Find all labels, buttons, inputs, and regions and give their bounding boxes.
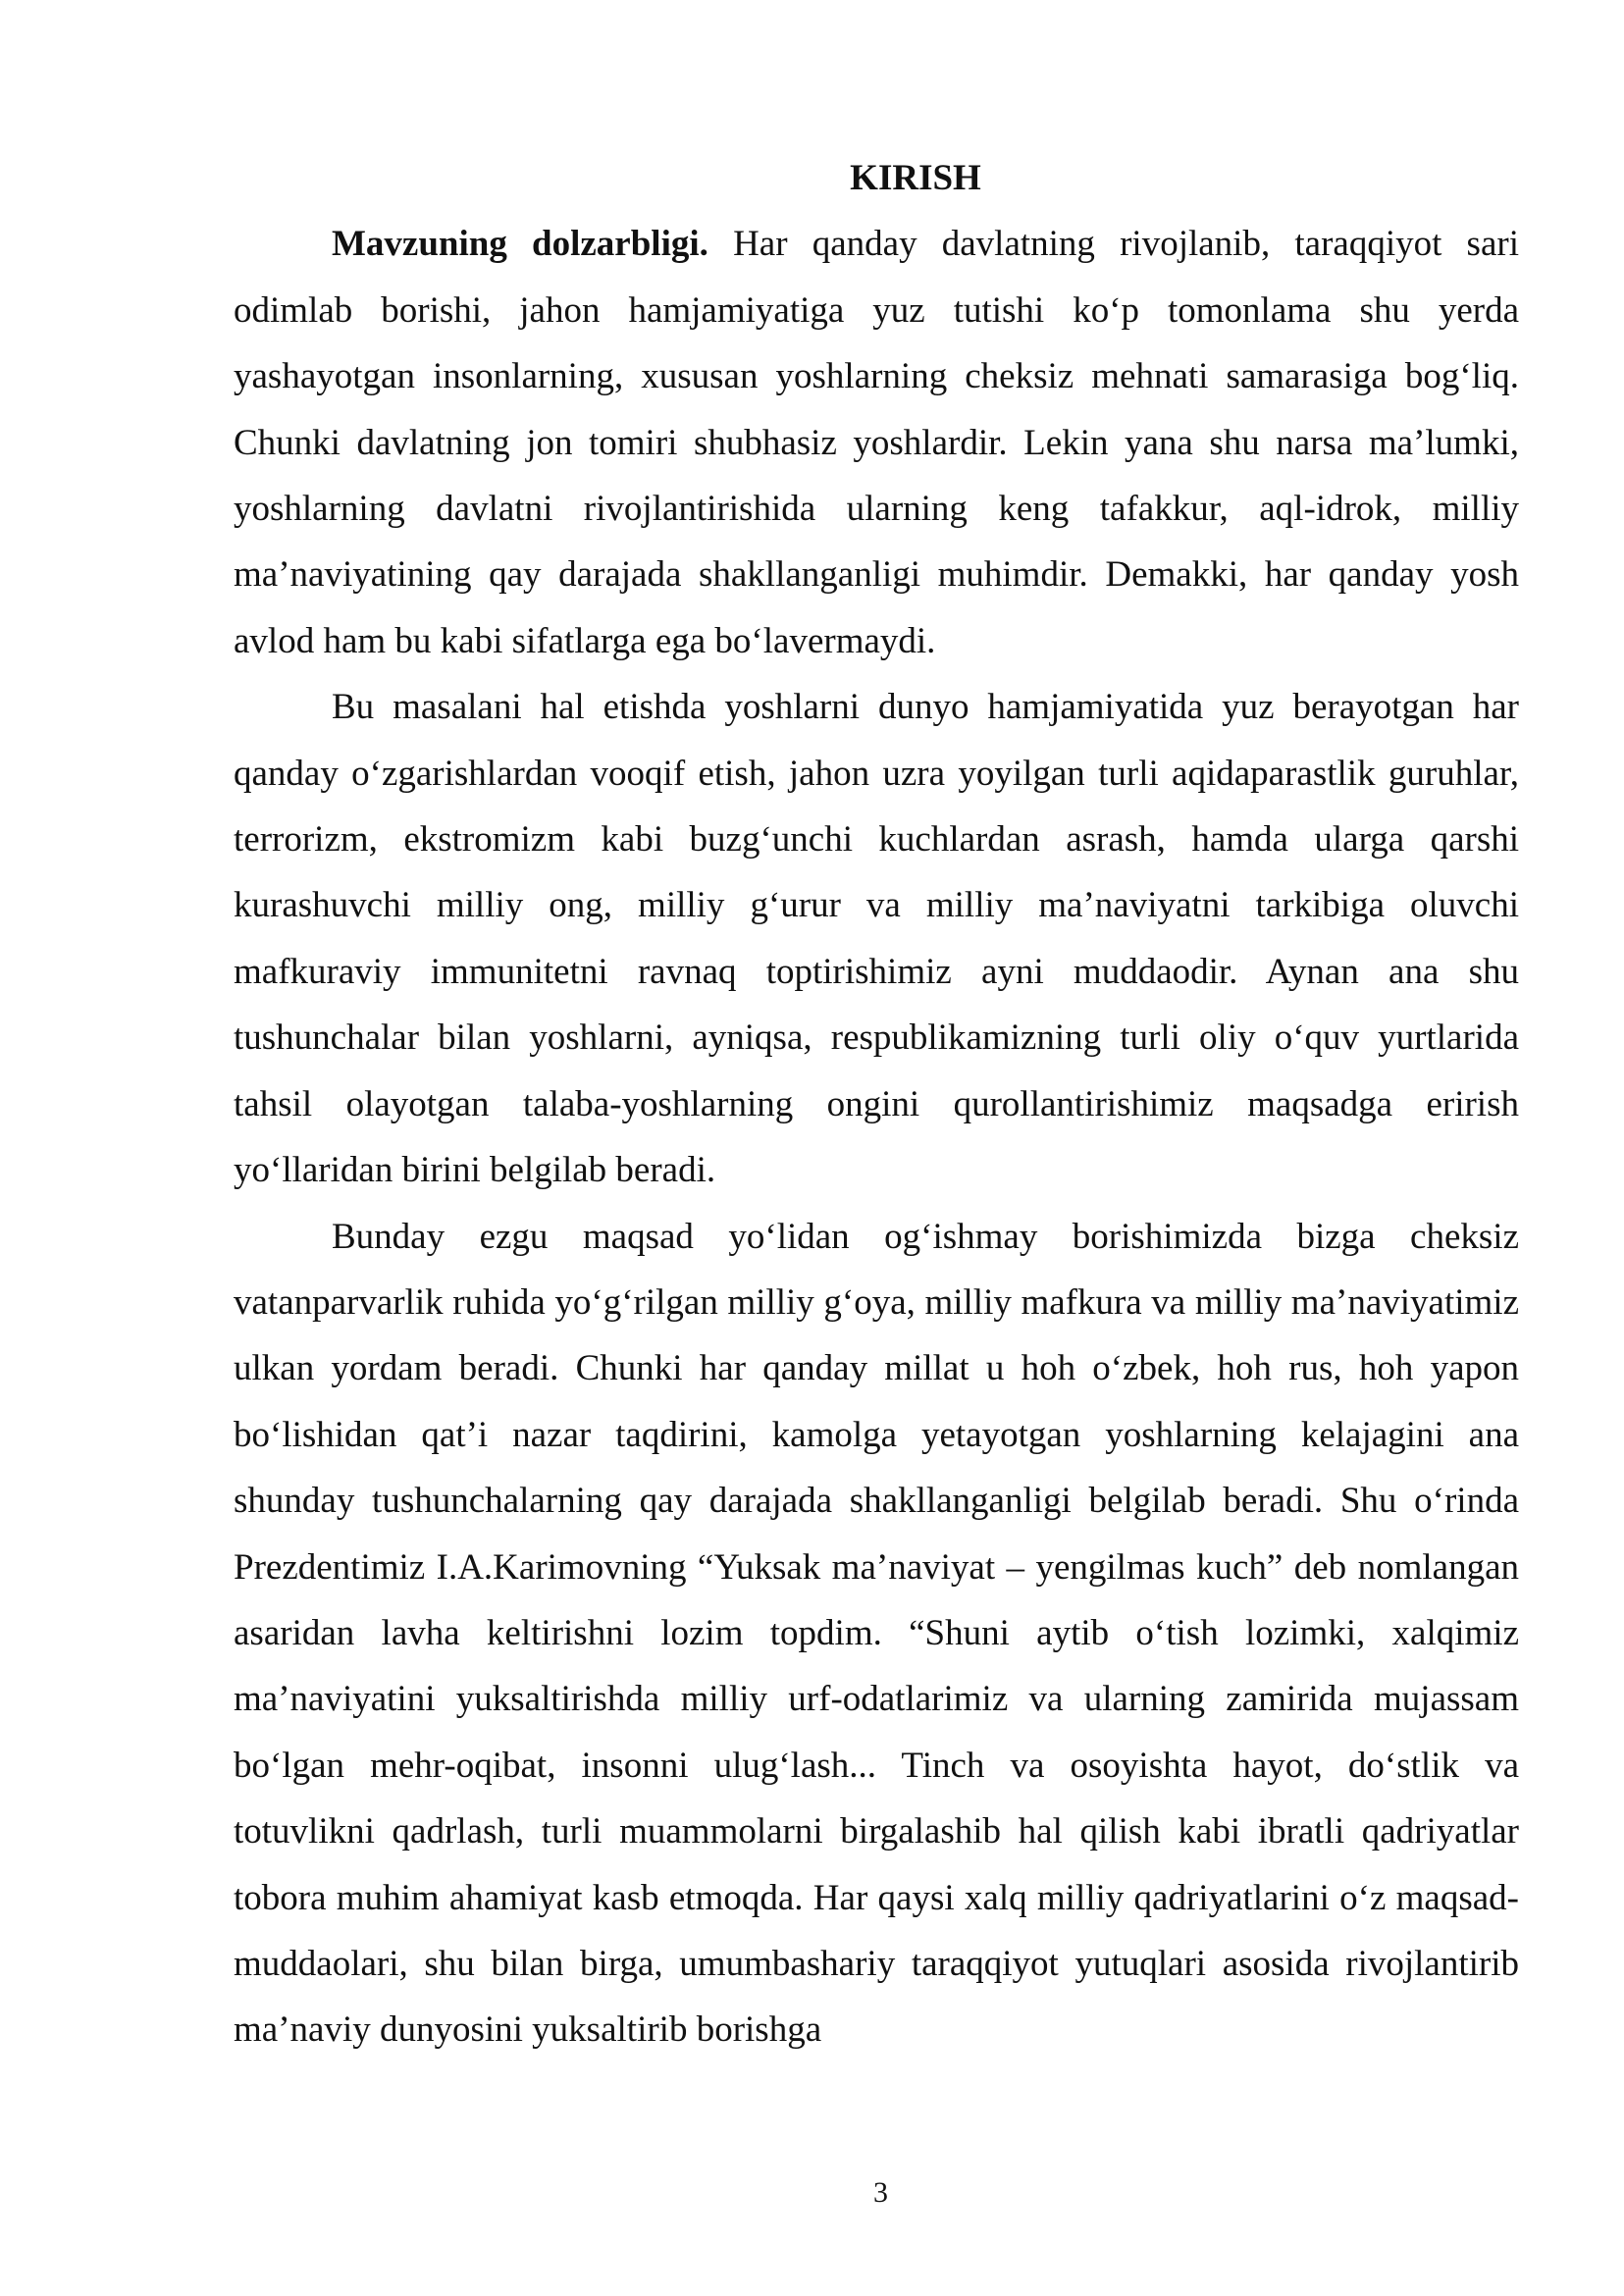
paragraph-text: Bunday ezgu maqsad yo‘lidan og‘ishmay borishimizda bizga cheksiz vatanparvarlik ruhida yo‘g‘rilgan milliy g‘oya, milliy mafkura va milliy ma’naviyatimiz ulkan yordam beradi. Chunki har qanday millat u hoh o‘zbek, hoh rus, hoh yapon bo‘lishidan qat’i nazar taqdirini, kamolga yetayotgan yoshlarning kelajagini ana shunday tushunchalarning qay darajada shakllanganligi belgilab beradi. Shu o‘rinda Prezdentimiz I.A.Karimovning “Yuksak ma’naviyat – yengilmas kuch” deb nomlangan asaridan lavha keltirishni lozim topdim. “Shuni aytib o‘tish lozimki, xalqimiz ma’naviyatini yuksaltirishda milliy urf-odatlarimiz va ularning zamirida mujassam bo‘lgan mehr-oqibat, insonni ulug‘lash... Tinch va osoyishta hayot, do‘stlik va totuvlikni qadrlash, turli muammolarni birgalashib hal qilish kabi ibratli qadriyatlar tobora muhim ahamiyat kasb etmoqda. Har qaysi xalq milliy qadriyatlarini o‘z maqsad-muddaolari, shu bilan birga, umumbashariy taraqqiyot yutuqlari asosida rivojlantirib ma’naviy dunyosini yuksaltirib borishga [234,1216,1519,2051]
page-body [234,145,1519,2063]
paragraph-lead: Mavzuning dolzarbligi. [332,224,708,265]
paragraph-3 [234,1204,1519,2063]
paragraph-text: Har qanday davlatning rivojlanib, taraqqiyot sari odimlab borishi, jahon hamjamiyatiga yuz tutishi ko‘p tomonlama shu yerda yashayotgan insonlarning, xususan yoshlarning cheksiz mehnati samarasiga bog‘liq. Chunki davlatning jon tomiri shubhasiz yoshlardir. Lekin yana shu narsa ma’lumki, yoshlarning davlatni rivojlantirishida ularning keng tafakkur, aql-idrok, milliy ma’naviyatining qay darajada shakllanganligi muhimdir. Demakki, har qanday yosh avlod ham bu kabi sifatlarga ega bo‘lavermaydi. [234,224,1519,661]
paragraph-2 [234,674,1519,1203]
paragraph-text: Bu masalani hal etishda yoshlarni dunyo hamjamiyatida yuz berayotgan har qanday o‘zgarishlardan vooqif etish, jahon uzra yoyilgan turli aqidaparastlik guruhlar, terrorizm, ekstromizm kabi buzg‘unchi kuchlardan asrash, hamda ularga qarshi kurashuvchi milliy ong, milliy g‘urur va milliy ma’naviyatni tarkibiga oluvchi mafkuraviy immunitetni ravnaq toptirishimiz ayni muddaodir. Aynan ana shu tushunchalar bilan yoshlarni, ayniqsa, respublikamizning turli oliy o‘quv yurtlarida tahsil olayotgan talaba-yoshlarning ongini qurollantirishimiz maqsadga erirish yo‘llaridan birini belgilab beradi. [234,687,1519,1191]
page-number: 3 [873,2176,888,2209]
section-title: KIRISH [850,158,981,198]
paragraph-1 [234,211,1519,674]
